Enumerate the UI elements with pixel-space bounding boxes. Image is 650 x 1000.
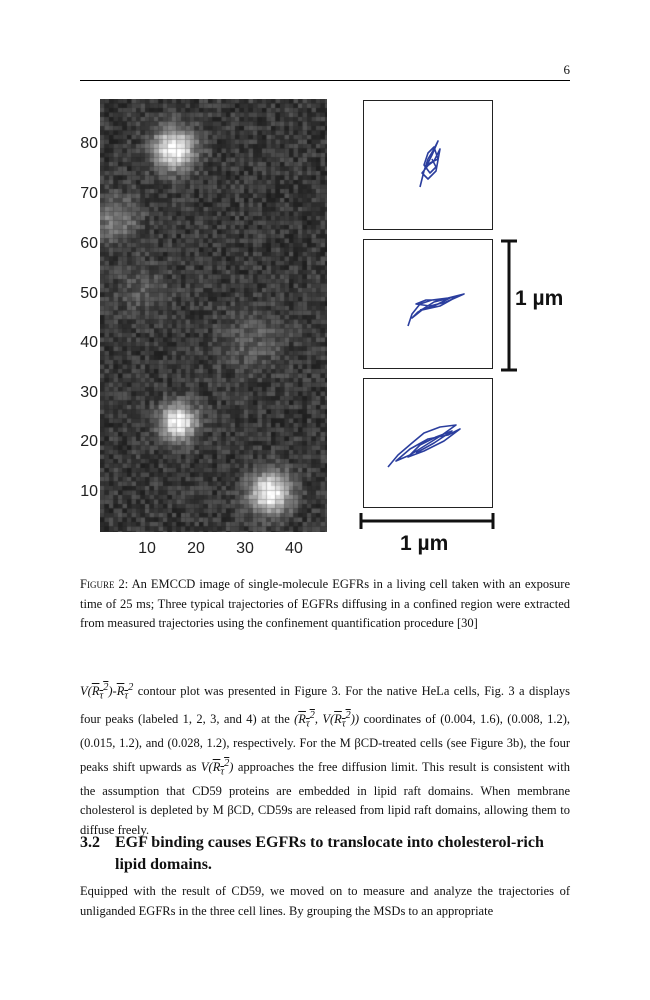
paragraph-text: coordinates of (0.004, 1.6), (0.008, 1.2), (0.015, 1.2), and (0.028, 1.2), respectively. For the M βCD-treated cells (see Figure 3b), the four peaks shift upwards as <box>80 712 570 774</box>
scale-bars <box>72 92 582 562</box>
page-number: 6 <box>563 62 570 77</box>
header-rule <box>80 80 570 81</box>
caption-label: Figure 2: <box>80 577 129 591</box>
y-tick-label: 30 <box>80 384 98 401</box>
body-paragraph <box>80 678 570 840</box>
x-tick-label: 20 <box>187 540 205 557</box>
vertical-scale-label: 1 µm <box>515 287 564 310</box>
math-expression: $V(R_\tau^2)$ <box>200 757 234 778</box>
figure <box>72 92 582 562</box>
y-tick-label: 50 <box>80 285 98 302</box>
section-heading <box>80 832 570 876</box>
y-tick-label: 20 <box>80 433 98 450</box>
math-expression: ($R_\tau^2$, $V(R_\tau^2)$) <box>294 710 360 730</box>
y-tick-label: 80 <box>80 135 98 152</box>
section-number: 3.2 <box>80 834 100 851</box>
x-tick-label: 30 <box>236 540 254 557</box>
body-paragraph-2: Equipped with the result of CD59, we moved on to measure and analyze the trajectories of unliganded EGFRs in the three cell lines. By grouping the MSDs to an appropriate <box>80 884 570 918</box>
paragraph-text: approaches the free diffusion limit. This result is consistent with the assumption that CD59 proteins are embedded in lipid raft domains. When membrane cholesterol is depleted by M βCD, CD59s are released from lipid raft domains, allowing them to diffuse freely. <box>80 759 570 837</box>
caption-text: An EMCCD image of single-molecule EGFRs in a living cell taken with an exposure time of 25 ms; Three typical trajectories of EGFRs diffusing in a confined region were extracted from measured trajectories using the confinement quantification procedure [30] <box>80 577 571 630</box>
x-tick-label: 40 <box>285 540 303 557</box>
paragraph-text: contour plot was presented in Figure 3. For the native HeLa cells, Fig. 3 a displays four peaks (labeled 1, 2, 3, and 4) at the <box>80 684 570 727</box>
x-tick-label: 10 <box>138 540 156 557</box>
y-tick-label: 10 <box>80 483 98 500</box>
section-title: EGF binding causes EGFRs to translocate into cholesterol-rich lipid domains. <box>115 834 544 873</box>
y-tick-label: 70 <box>80 185 98 202</box>
y-tick-label: 60 <box>80 235 98 252</box>
math-expression: $V(R_\tau^2)-R_\tau^2$ <box>80 682 134 702</box>
y-tick-label: 40 <box>80 334 98 351</box>
figure-caption <box>80 575 570 634</box>
horizontal-scale-label: 1 µm <box>400 532 449 555</box>
